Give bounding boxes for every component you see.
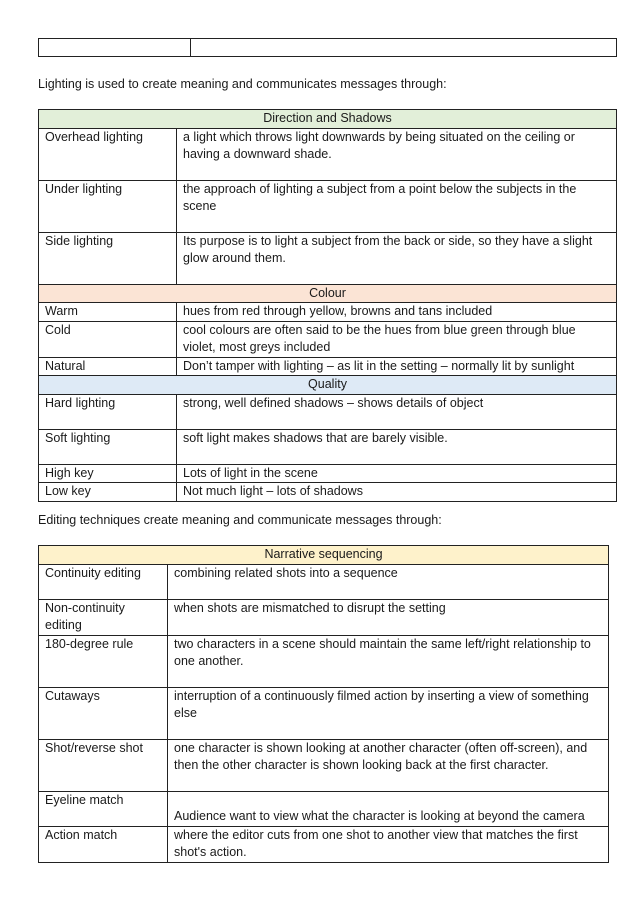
term-cell: Overhead lighting <box>39 128 177 180</box>
definition-cell: two characters in a scene should maintain the same left/right relationship to one another. <box>168 635 609 687</box>
empty-cell <box>39 39 191 57</box>
term-cell: Cutaways <box>39 687 168 739</box>
term-cell: Shot/reverse shot <box>39 739 168 791</box>
editing-intro: Editing techniques create meaning and communicate messages through: <box>38 513 442 527</box>
term-cell: Natural <box>39 357 177 376</box>
colour-header: Colour <box>39 284 617 303</box>
term-cell: High key <box>39 464 177 483</box>
term-cell: Eyeline match <box>39 791 168 826</box>
editing-table <box>38 545 609 863</box>
definition-cell: where the editor cuts from one shot to another view that matches the first shot's action. <box>168 826 609 862</box>
definition-cell: Its purpose is to light a subject from the back or side, so they have a slight glow around them. <box>177 232 617 284</box>
definition-cell: cool colours are often said to be the hues from blue green through blue violet, most greys included <box>177 321 617 357</box>
definition-cell: Lots of light in the scene <box>177 464 617 483</box>
definition-cell: soft light makes shadows that are barely visible. <box>177 429 617 464</box>
definition-cell: the approach of lighting a subject from a point below the subjects in the scene <box>177 180 617 232</box>
definition-cell: hues from red through yellow, browns and tans included <box>177 303 617 322</box>
term-cell: Action match <box>39 826 168 862</box>
definition-cell: Not much light – lots of shadows <box>177 483 617 502</box>
top-empty-table <box>38 38 617 57</box>
lighting-table <box>38 109 617 502</box>
term-cell: Soft lighting <box>39 429 177 464</box>
definition-cell: a light which throws light downwards by being situated on the ceiling or having a downward shade. <box>177 128 617 180</box>
term-cell: Hard lighting <box>39 394 177 429</box>
definition-cell: Don’t tamper with lighting – as lit in the setting – normally lit by sunlight <box>177 357 617 376</box>
lighting-intro: Lighting is used to create meaning and communicates messages through: <box>38 77 447 91</box>
term-cell: Cold <box>39 321 177 357</box>
term-cell: 180-degree rule <box>39 635 168 687</box>
term-cell: Warm <box>39 303 177 322</box>
empty-cell <box>191 39 617 57</box>
definition-cell: interruption of a continuously filmed action by inserting a view of something else <box>168 687 609 739</box>
definition-cell: combining related shots into a sequence <box>168 564 609 599</box>
term-cell: Non-continuity editing <box>39 599 168 635</box>
term-cell: Continuity editing <box>39 564 168 599</box>
definition-cell: Audience want to view what the character is looking at beyond the camera <box>168 791 609 826</box>
term-cell: Low key <box>39 483 177 502</box>
narrative-header: Narrative sequencing <box>39 546 609 565</box>
term-cell: Under lighting <box>39 180 177 232</box>
quality-header: Quality <box>39 376 617 395</box>
term-cell: Side lighting <box>39 232 177 284</box>
definition-cell: when shots are mismatched to disrupt the setting <box>168 599 609 635</box>
direction-header: Direction and Shadows <box>39 110 617 129</box>
definition-cell: one character is shown looking at another character (often off-screen), and then the other character is shown looking back at the first character. <box>168 739 609 791</box>
definition-cell: strong, well defined shadows – shows details of object <box>177 394 617 429</box>
